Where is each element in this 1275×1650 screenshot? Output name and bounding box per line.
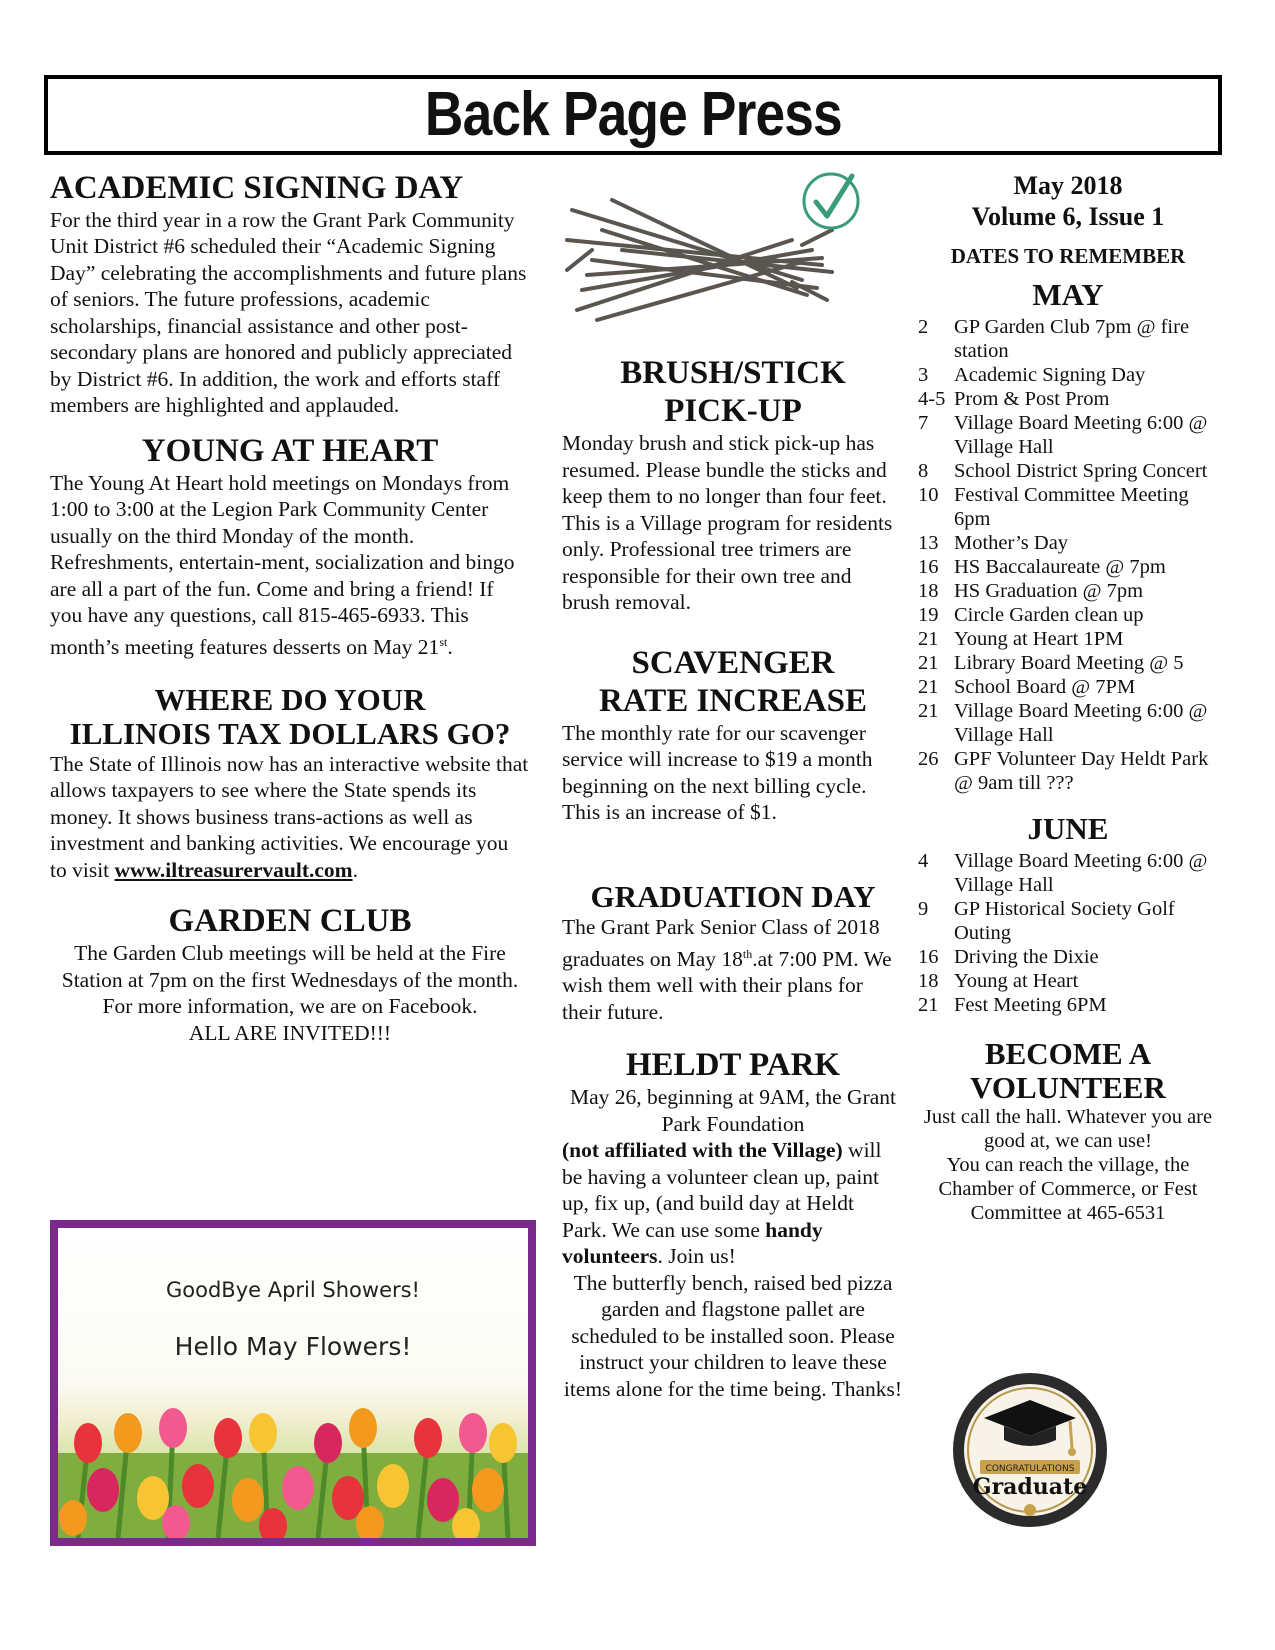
garden-heading: GARDEN CLUB — [168, 903, 412, 940]
heldt-bold1: (not affiliated with the Village) — [562, 1138, 843, 1163]
checkmark-icon — [800, 170, 862, 232]
may-event — [918, 363, 1218, 387]
garden-line3: ALL ARE INVITED!!! — [188, 1020, 392, 1045]
may-event — [918, 531, 1218, 555]
issue-date: May 2018 — [1013, 171, 1123, 200]
volunteer-body-2: You can reach the village, the Chamber of Commerce, or Fest Committee at 465-6531 — [938, 1154, 1198, 1224]
scavenger-body: The monthly rate for our scavenger service will increase to $19 a month beginning on the next billing cycle. This is an increase of $1. — [562, 720, 873, 824]
may-event — [918, 627, 1218, 651]
heldt-intro: May 26, beginning at 9AM, the Grant Park Foundation — [569, 1085, 897, 1136]
newsletter-title: Back Page Press — [424, 80, 842, 149]
event-day: 21 — [918, 676, 939, 698]
heldt-bold2: handy volunteers — [562, 1217, 823, 1269]
graduate-badge — [950, 1370, 1110, 1530]
graduation-text-a: The Grant Park Senior Class of 2018 graduates on May 18 — [562, 915, 880, 971]
event-text: Village Board Meeting 6:00 @ Village Hall — [954, 850, 1208, 896]
brush-body: Monday brush and stick pick-up has resumed. Please bundle the sticks and keep them to no longer than four feet. This is a Village program for residents only. Professional tree trimers are responsible for their own tree and brush removal. — [562, 431, 893, 614]
event-day: 4 — [918, 850, 929, 872]
june-event-list — [918, 849, 1218, 1017]
event-text: Prom & Post Prom — [954, 388, 1110, 410]
young-body — [50, 470, 530, 661]
event-text: Village Board Meeting 6:00 @ Village Hall — [954, 700, 1208, 746]
event-day: 8 — [918, 460, 929, 482]
event-day: 16 — [918, 946, 939, 968]
june-event — [918, 897, 1218, 945]
event-text: Fest Meeting 6PM — [954, 994, 1107, 1016]
volunteer-heading-line1: BECOME A — [984, 1036, 1152, 1071]
may-event — [918, 675, 1218, 699]
event-day: 18 — [918, 970, 939, 992]
treasury-link[interactable]: www.iltreasurervault.com — [114, 857, 353, 882]
june-heading: JUNE — [1027, 811, 1109, 846]
flowers-caption-1: GoodBye April Showers! — [166, 1278, 420, 1302]
academic-body: For the third year in a row the Grant Park Community Unit District #6 scheduled their “Academic Signing Day” celebrating the accomplishments and future plans of seniors. The future professions, academic scholarships, financial assistance and other post-secondary plans are honored and publicly appreciated by District #6. In addition, the work and efforts staff members are highlighted and applauded. — [50, 207, 527, 418]
tax-text: The State of Illinois now has an interactive website that allows taxpayers to see where the State spends its money. It shows business trans-actions as well as investment and banking activities. We encourage you to visit — [50, 751, 529, 882]
event-text: School District Spring Concert — [954, 460, 1208, 482]
event-day: 7 — [918, 412, 929, 434]
event-text: GPF Volunteer Day Heldt Park @ 9am till ??? — [954, 748, 1209, 794]
event-day: 10 — [918, 484, 939, 506]
heldt-after: . Join us! — [657, 1244, 736, 1269]
flowers-image — [50, 1220, 536, 1546]
event-text: Young at Heart — [954, 970, 1079, 992]
badge-top-text: CONGRATULATIONS — [985, 1464, 1075, 1474]
garden-line1: The Garden Club meetings will be held at the Fire Station at 7pm on the first Wednesdays of the month. — [61, 941, 519, 992]
graduation-sup: th — [742, 946, 753, 961]
masthead — [44, 75, 1222, 155]
event-text: Driving the Dixie — [954, 946, 1099, 968]
event-day: 3 — [918, 364, 929, 386]
event-text: Mother’s Day — [954, 532, 1069, 554]
heldt-closing: The butterfly bench, raised bed pizza garden and flagstone pallet are scheduled to be installed soon. Please instruct your children to leave these items alone for the time being. Thanks! — [563, 1270, 903, 1401]
event-text: Library Board Meeting @ 5 — [954, 652, 1184, 674]
event-text: HS Baccalaureate @ 7pm — [954, 556, 1166, 578]
tulips — [58, 1408, 528, 1538]
brush-heading — [562, 354, 904, 430]
event-day: 26 — [918, 748, 939, 770]
event-text: Festival Committee Meeting 6pm — [954, 484, 1189, 530]
june-event — [918, 849, 1218, 897]
may-event — [918, 747, 1218, 795]
may-heading: MAY — [1032, 277, 1104, 312]
young-end: . — [447, 635, 453, 660]
may-event — [918, 699, 1218, 747]
may-event — [918, 555, 1218, 579]
event-day: 4-5 — [918, 388, 946, 410]
event-text: GP Historical Society Golf Outing — [954, 898, 1175, 944]
heldt-heading: HELDT PARK — [625, 1047, 841, 1084]
column-right — [918, 170, 1218, 1225]
event-day: 9 — [918, 898, 929, 920]
tax-body — [50, 751, 530, 884]
may-event — [918, 411, 1218, 459]
event-day: 2 — [918, 316, 929, 338]
graduation-text-b: .at 7:00 PM. We wish them well with their plans for their future. — [562, 946, 892, 1024]
event-day: 21 — [918, 994, 939, 1016]
garden-line2: For more information, we are on Facebook. — [102, 994, 478, 1019]
sticks-image — [562, 170, 904, 338]
june-event — [918, 945, 1218, 969]
scavenger-heading-line2: RATE INCREASE — [598, 682, 868, 719]
flowers-caption-2: Hello May Flowers! — [174, 1332, 412, 1361]
tax-heading-line2: ILLINOIS TAX DOLLARS GO? — [69, 715, 511, 751]
tax-end: . — [352, 857, 358, 882]
graduation-cap-icon — [950, 1370, 1110, 1530]
event-text: Circle Garden clean up — [954, 604, 1144, 626]
graduation-heading: GRADUATION DAY — [590, 878, 876, 914]
volunteer-heading-line2: VOLUNTEER — [970, 1070, 1166, 1105]
volunteer-heading — [918, 1037, 1218, 1105]
brush-heading-line1: BRUSH/STICK — [620, 355, 846, 391]
may-event-list — [918, 315, 1218, 795]
heldt-body — [562, 1137, 904, 1270]
volunteer-body-1: Just call the hall. Whatever you are good at, we can use! — [923, 1106, 1213, 1152]
event-day: 21 — [918, 628, 939, 650]
may-event — [918, 315, 1218, 363]
event-day: 18 — [918, 580, 939, 602]
event-text: Academic Signing Day — [954, 364, 1146, 386]
tax-heading — [50, 683, 530, 751]
tax-heading-line1: WHERE DO YOUR — [154, 681, 426, 717]
dates-heading: DATES TO REMEMBER — [950, 244, 1186, 268]
heldt-mid: will be having a volunteer clean up, paint up, fix up, (and build day at Heldt Park. We can use some — [562, 1138, 882, 1242]
event-text: GP Garden Club 7pm @ fire station — [954, 316, 1190, 362]
may-event — [918, 651, 1218, 675]
event-day: 19 — [918, 604, 939, 626]
young-heading: YOUNG AT HEART — [141, 432, 439, 469]
column-middle — [562, 170, 904, 1402]
event-day: 13 — [918, 532, 939, 554]
may-event — [918, 459, 1218, 483]
event-text: Village Board Meeting 6:00 @ Village Hall — [954, 412, 1208, 458]
event-day: 21 — [918, 700, 939, 722]
tulip-field — [58, 1228, 528, 1538]
issue-volume: Volume 6, Issue 1 — [971, 202, 1165, 231]
scavenger-heading — [562, 644, 904, 720]
event-day: 21 — [918, 652, 939, 674]
academic-heading: ACADEMIC SIGNING DAY — [50, 170, 464, 206]
graduation-body — [562, 914, 904, 1025]
column-left — [50, 170, 530, 1046]
event-day: 16 — [918, 556, 939, 578]
young-text: The Young At Heart hold meetings on Mondays from 1:00 to 3:00 at the Legion Park Community Center usually on the third Monday of the month. Refreshments, entertain-ment, socialization and bingo are all a part of the fun. Come and bring a friend! If you have any questions, call 815-465-6933. This month’s meeting features desserts on May 21 — [50, 470, 515, 660]
may-event — [918, 579, 1218, 603]
may-event — [918, 387, 1218, 411]
event-text: HS Graduation @ 7pm — [954, 580, 1144, 602]
june-event — [918, 993, 1218, 1017]
brush-heading-line2: PICK-UP — [664, 393, 802, 429]
scavenger-heading-line1: SCAVENGER — [631, 644, 835, 681]
may-event — [918, 603, 1218, 627]
may-event — [918, 483, 1218, 531]
badge-word: Graduate — [972, 1474, 1088, 1500]
event-text: Young at Heart 1PM — [954, 628, 1124, 650]
young-sup: st — [439, 634, 448, 649]
event-text: School Board @ 7PM — [954, 676, 1136, 698]
june-event — [918, 969, 1218, 993]
